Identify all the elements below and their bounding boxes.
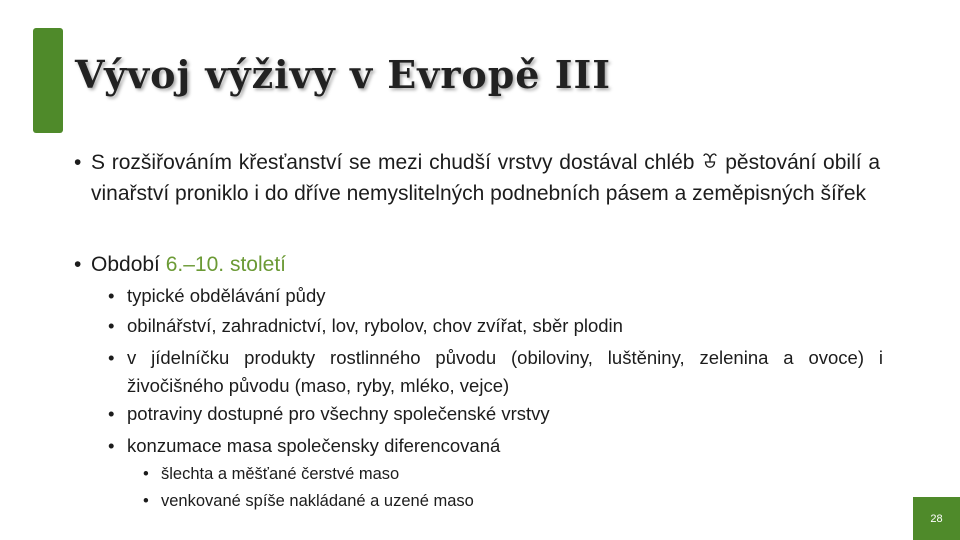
title-accent-bar bbox=[33, 28, 63, 133]
slide-title: Vývoj výživy v Evropě III bbox=[75, 52, 612, 97]
bullet-dot: • bbox=[108, 315, 115, 336]
bullet-dot: • bbox=[143, 492, 149, 510]
sub-bullet-item bbox=[108, 432, 883, 460]
sub-sub-bullet-text: šlechta a měšťané čerstvé maso bbox=[161, 465, 400, 483]
sub-bullet-text: konzumace masa společensky diferencovaná bbox=[127, 435, 501, 456]
bullet-text-part: S rozšiřováním křesťanství se mezi chudší vrstvy dostával chléb bbox=[91, 151, 695, 174]
sub-bullet-item bbox=[108, 312, 883, 340]
page-number: 28 bbox=[913, 497, 960, 540]
bullet-item bbox=[74, 147, 880, 209]
bullet-dot: • bbox=[143, 465, 149, 483]
sub-sub-bullet-text: venkované spíše nakládané a uzené maso bbox=[161, 492, 474, 510]
sub-bullet-text: typické obdělávání půdy bbox=[127, 285, 326, 306]
bullet-dot: • bbox=[74, 253, 82, 276]
bullet-text bbox=[91, 147, 880, 209]
bullet-text-part: pěstování obilí a vinařství proniklo i do dříve nemyslitelných podnebních pásem a zeměpisných šířek bbox=[91, 151, 881, 205]
sub-sub-bullet-item bbox=[143, 462, 703, 486]
bullet-item bbox=[74, 249, 880, 280]
period-highlight: 6.–10. století bbox=[165, 253, 286, 276]
sub-bullet-text: potraviny dostupné pro všechny společenské vrstvy bbox=[127, 403, 550, 424]
sub-bullet-item bbox=[108, 282, 883, 310]
sub-bullet-item bbox=[108, 400, 883, 428]
bullet-dot: • bbox=[108, 403, 115, 424]
sub-sub-bullet-item bbox=[143, 489, 703, 513]
aries-symbol-icon bbox=[702, 153, 718, 171]
bullet-dot: • bbox=[74, 151, 82, 174]
sub-bullet-text: v jídelníčku produkty rostlinného původu (obiloviny, luštěniny, zelenina a ovoce) i živočišného původu (maso, ryby, mléko, vejce) bbox=[127, 347, 883, 396]
sub-bullet-text: obilnářství, zahradnictví, lov, rybolov, chov zvířat, sběr plodin bbox=[127, 315, 623, 336]
bullet-dot: • bbox=[108, 285, 115, 306]
bullet-dot: • bbox=[108, 347, 115, 368]
sub-bullet-item bbox=[108, 344, 883, 400]
bullet-text-part: Období bbox=[91, 253, 160, 276]
bullet-dot: • bbox=[108, 435, 115, 456]
bullet-text bbox=[91, 249, 880, 280]
